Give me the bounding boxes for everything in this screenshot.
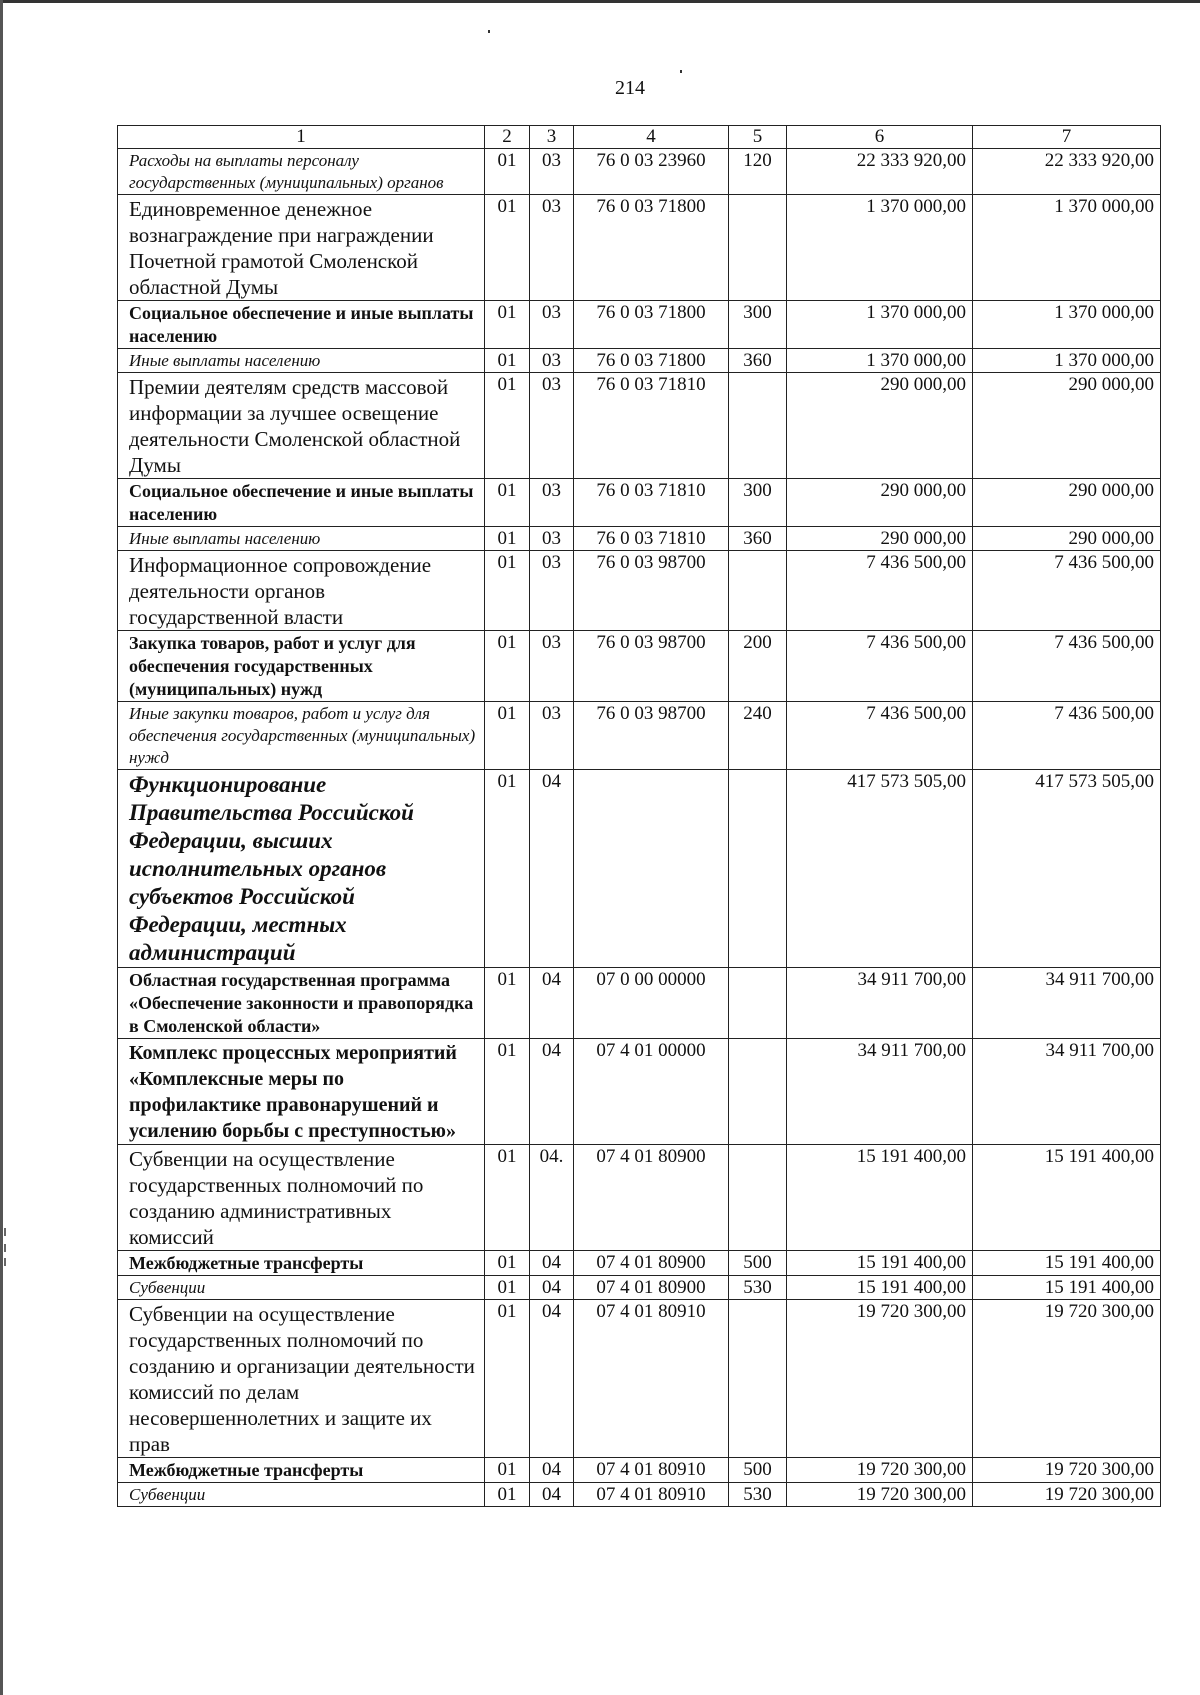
cell-subsection: 03 — [530, 373, 574, 479]
cell-amount-2026: 1 370 000,00 — [973, 301, 1161, 349]
cell-section: 01 — [485, 1039, 530, 1145]
cell-expense-type — [729, 1300, 787, 1458]
budget-table — [117, 125, 1161, 1507]
cell-amount-2026: 7 436 500,00 — [973, 551, 1161, 631]
cell-subsection: 04. — [530, 1145, 574, 1251]
cell-section: 01 — [485, 349, 530, 373]
row-name: Социальное обеспечение и иные выплаты населению — [118, 301, 485, 349]
cell-target-code: 07 0 00 00000 — [574, 968, 729, 1039]
cell-amount-2026: 19 720 300,00 — [973, 1483, 1161, 1507]
column-header: 7 — [973, 126, 1161, 149]
row-name: Иные выплаты населению — [118, 527, 485, 551]
table-row — [118, 631, 1161, 702]
cell-expense-type — [729, 1145, 787, 1251]
cell-expense-type — [729, 373, 787, 479]
cell-section: 01 — [485, 1276, 530, 1300]
cell-subsection: 03 — [530, 631, 574, 702]
cell-expense-type: 360 — [729, 527, 787, 551]
table-row — [118, 195, 1161, 301]
cell-target-code: 07 4 01 80910 — [574, 1458, 729, 1483]
cell-amount-2026: 22 333 920,00 — [973, 149, 1161, 195]
cell-amount-2026: 290 000,00 — [973, 479, 1161, 527]
cell-section: 01 — [485, 1251, 530, 1276]
cell-amount-2026: 7 436 500,00 — [973, 631, 1161, 702]
cell-subsection: 03 — [530, 349, 574, 373]
scan-mark — [4, 1258, 6, 1266]
table-row — [118, 1300, 1161, 1458]
cell-amount-2025: 290 000,00 — [787, 527, 973, 551]
cell-expense-type: 500 — [729, 1251, 787, 1276]
cell-expense-type: 300 — [729, 479, 787, 527]
cell-target-code: 07 4 01 00000 — [574, 1039, 729, 1145]
cell-amount-2026: 290 000,00 — [973, 527, 1161, 551]
cell-subsection: 03 — [530, 301, 574, 349]
cell-amount-2025: 7 436 500,00 — [787, 551, 973, 631]
cell-subsection: 04 — [530, 1251, 574, 1276]
cell-target-code — [574, 770, 729, 968]
cell-section: 01 — [485, 551, 530, 631]
row-name: Субвенции — [118, 1483, 485, 1507]
cell-section: 01 — [485, 373, 530, 479]
table-row — [118, 1483, 1161, 1507]
cell-subsection: 04 — [530, 1458, 574, 1483]
row-name: Иные выплаты населению — [118, 349, 485, 373]
cell-amount-2025: 19 720 300,00 — [787, 1300, 973, 1458]
cell-amount-2025: 7 436 500,00 — [787, 702, 973, 770]
cell-expense-type: 530 — [729, 1276, 787, 1300]
cell-amount-2025: 34 911 700,00 — [787, 968, 973, 1039]
cell-target-code: 07 4 01 80910 — [574, 1300, 729, 1458]
page-number: 214 — [615, 77, 645, 99]
cell-target-code: 76 0 03 23960 — [574, 149, 729, 195]
cell-amount-2025: 417 573 505,00 — [787, 770, 973, 968]
cell-target-code: 76 0 03 98700 — [574, 631, 729, 702]
table-row — [118, 301, 1161, 349]
row-name: Комплекс процессных мероприятий «Комплексные меры по профилактике правонарушений и усилению борьбы с преступностью» — [118, 1039, 485, 1145]
cell-amount-2025: 1 370 000,00 — [787, 301, 973, 349]
cell-target-code: 76 0 03 71800 — [574, 349, 729, 373]
cell-section: 01 — [485, 1145, 530, 1251]
cell-target-code: 07 4 01 80900 — [574, 1145, 729, 1251]
cell-subsection: 04 — [530, 1300, 574, 1458]
cell-subsection: 03 — [530, 551, 574, 631]
row-name: Иные закупки товаров, работ и услуг для обеспечения государственных (муниципальных) нужд — [118, 702, 485, 770]
cell-expense-type: 530 — [729, 1483, 787, 1507]
row-name: Информационное сопровождение деятельности органов государственной власти — [118, 551, 485, 631]
cell-amount-2025: 7 436 500,00 — [787, 631, 973, 702]
cell-subsection: 03 — [530, 149, 574, 195]
cell-expense-type — [729, 968, 787, 1039]
cell-amount-2025: 15 191 400,00 — [787, 1276, 973, 1300]
cell-amount-2026: 34 911 700,00 — [973, 968, 1161, 1039]
cell-subsection: 04 — [530, 1276, 574, 1300]
cell-amount-2026: 417 573 505,00 — [973, 770, 1161, 968]
cell-expense-type: 360 — [729, 349, 787, 373]
cell-amount-2025: 22 333 920,00 — [787, 149, 973, 195]
cell-amount-2025: 19 720 300,00 — [787, 1483, 973, 1507]
cell-amount-2025: 290 000,00 — [787, 373, 973, 479]
cell-target-code: 76 0 03 71800 — [574, 301, 729, 349]
column-header: 6 — [787, 126, 973, 149]
row-name: Социальное обеспечение и иные выплаты населению — [118, 479, 485, 527]
cell-amount-2026: 1 370 000,00 — [973, 349, 1161, 373]
table-row — [118, 1251, 1161, 1276]
cell-expense-type: 500 — [729, 1458, 787, 1483]
row-name: Областная государственная программа «Обеспечение законности и правопорядка в Смоленской области» — [118, 968, 485, 1039]
cell-amount-2025: 34 911 700,00 — [787, 1039, 973, 1145]
scan-edge-top — [0, 0, 1200, 3]
table-row — [118, 702, 1161, 770]
row-name: Премии деятелям средств массовой информации за лучшее освещение деятельности Смоленской областной Думы — [118, 373, 485, 479]
row-name: Субвенции на осуществление государственных полномочий по созданию административных комиссий — [118, 1145, 485, 1251]
cell-amount-2025: 1 370 000,00 — [787, 195, 973, 301]
table-body — [118, 149, 1161, 1507]
cell-target-code: 76 0 03 71800 — [574, 195, 729, 301]
row-name: Функционирование Правительства Российской Федерации, высших исполнительных органов субъектов Российской Федерации, местных администраций — [118, 770, 485, 968]
cell-expense-type — [729, 195, 787, 301]
cell-target-code: 76 0 03 98700 — [574, 702, 729, 770]
row-name: Единовременное денежное вознаграждение при награждении Почетной грамотой Смоленской областной Думы — [118, 195, 485, 301]
cell-section: 01 — [485, 631, 530, 702]
scan-speck — [488, 30, 490, 33]
table-row — [118, 770, 1161, 968]
cell-amount-2025: 15 191 400,00 — [787, 1145, 973, 1251]
cell-expense-type: 300 — [729, 301, 787, 349]
cell-amount-2025: 19 720 300,00 — [787, 1458, 973, 1483]
cell-subsection: 04 — [530, 1483, 574, 1507]
cell-target-code: 07 4 01 80900 — [574, 1276, 729, 1300]
cell-target-code: 76 0 03 98700 — [574, 551, 729, 631]
cell-target-code: 76 0 03 71810 — [574, 527, 729, 551]
cell-section: 01 — [485, 1300, 530, 1458]
row-name: Закупка товаров, работ и услуг для обеспечения государственных (муниципальных) нужд — [118, 631, 485, 702]
cell-section: 01 — [485, 1458, 530, 1483]
cell-target-code: 76 0 03 71810 — [574, 479, 729, 527]
cell-section: 01 — [485, 479, 530, 527]
cell-section: 01 — [485, 702, 530, 770]
scan-mark — [4, 1244, 6, 1252]
cell-amount-2026: 15 191 400,00 — [973, 1145, 1161, 1251]
cell-amount-2025: 15 191 400,00 — [787, 1251, 973, 1276]
cell-amount-2026: 1 370 000,00 — [973, 195, 1161, 301]
table-row — [118, 551, 1161, 631]
table-header-row — [118, 126, 1161, 149]
table-row — [118, 149, 1161, 195]
cell-subsection: 03 — [530, 527, 574, 551]
cell-expense-type: 200 — [729, 631, 787, 702]
cell-subsection: 03 — [530, 479, 574, 527]
scan-speck — [680, 70, 682, 73]
table-row — [118, 527, 1161, 551]
row-name: Межбюджетные трансферты — [118, 1458, 485, 1483]
cell-amount-2026: 290 000,00 — [973, 373, 1161, 479]
table-row — [118, 373, 1161, 479]
cell-amount-2026: 34 911 700,00 — [973, 1039, 1161, 1145]
cell-amount-2026: 15 191 400,00 — [973, 1276, 1161, 1300]
cell-section: 01 — [485, 527, 530, 551]
scan-mark — [4, 1228, 6, 1236]
cell-expense-type — [729, 770, 787, 968]
cell-target-code: 07 4 01 80910 — [574, 1483, 729, 1507]
cell-subsection: 03 — [530, 702, 574, 770]
cell-expense-type — [729, 1039, 787, 1145]
cell-expense-type: 120 — [729, 149, 787, 195]
column-header: 1 — [118, 126, 485, 149]
cell-target-code: 07 4 01 80900 — [574, 1251, 729, 1276]
table-row — [118, 1145, 1161, 1251]
row-name: Расходы на выплаты персоналу государственных (муниципальных) органов — [118, 149, 485, 195]
cell-section: 01 — [485, 149, 530, 195]
cell-section: 01 — [485, 195, 530, 301]
table-row — [118, 479, 1161, 527]
cell-subsection: 04 — [530, 968, 574, 1039]
cell-subsection: 04 — [530, 770, 574, 968]
cell-subsection: 03 — [530, 195, 574, 301]
scan-edge-left — [0, 0, 3, 1695]
table-row — [118, 349, 1161, 373]
column-header: 2 — [485, 126, 530, 149]
cell-section: 01 — [485, 1483, 530, 1507]
row-name: Межбюджетные трансферты — [118, 1251, 485, 1276]
cell-expense-type: 240 — [729, 702, 787, 770]
cell-target-code: 76 0 03 71810 — [574, 373, 729, 479]
table-row — [118, 1458, 1161, 1483]
cell-amount-2026: 7 436 500,00 — [973, 702, 1161, 770]
row-name: Субвенции — [118, 1276, 485, 1300]
column-header: 5 — [729, 126, 787, 149]
cell-section: 01 — [485, 770, 530, 968]
cell-amount-2026: 19 720 300,00 — [973, 1300, 1161, 1458]
cell-section: 01 — [485, 301, 530, 349]
column-header: 3 — [530, 126, 574, 149]
table-row — [118, 1276, 1161, 1300]
cell-section: 01 — [485, 968, 530, 1039]
cell-expense-type — [729, 551, 787, 631]
table-row — [118, 1039, 1161, 1145]
cell-amount-2025: 290 000,00 — [787, 479, 973, 527]
cell-amount-2026: 15 191 400,00 — [973, 1251, 1161, 1276]
cell-amount-2026: 19 720 300,00 — [973, 1458, 1161, 1483]
column-header: 4 — [574, 126, 729, 149]
cell-amount-2025: 1 370 000,00 — [787, 349, 973, 373]
row-name: Субвенции на осуществление государственных полномочий по созданию и организации деятельности комиссий по делам несовершеннолетних и защите их прав — [118, 1300, 485, 1458]
table-row — [118, 968, 1161, 1039]
cell-subsection: 04 — [530, 1039, 574, 1145]
